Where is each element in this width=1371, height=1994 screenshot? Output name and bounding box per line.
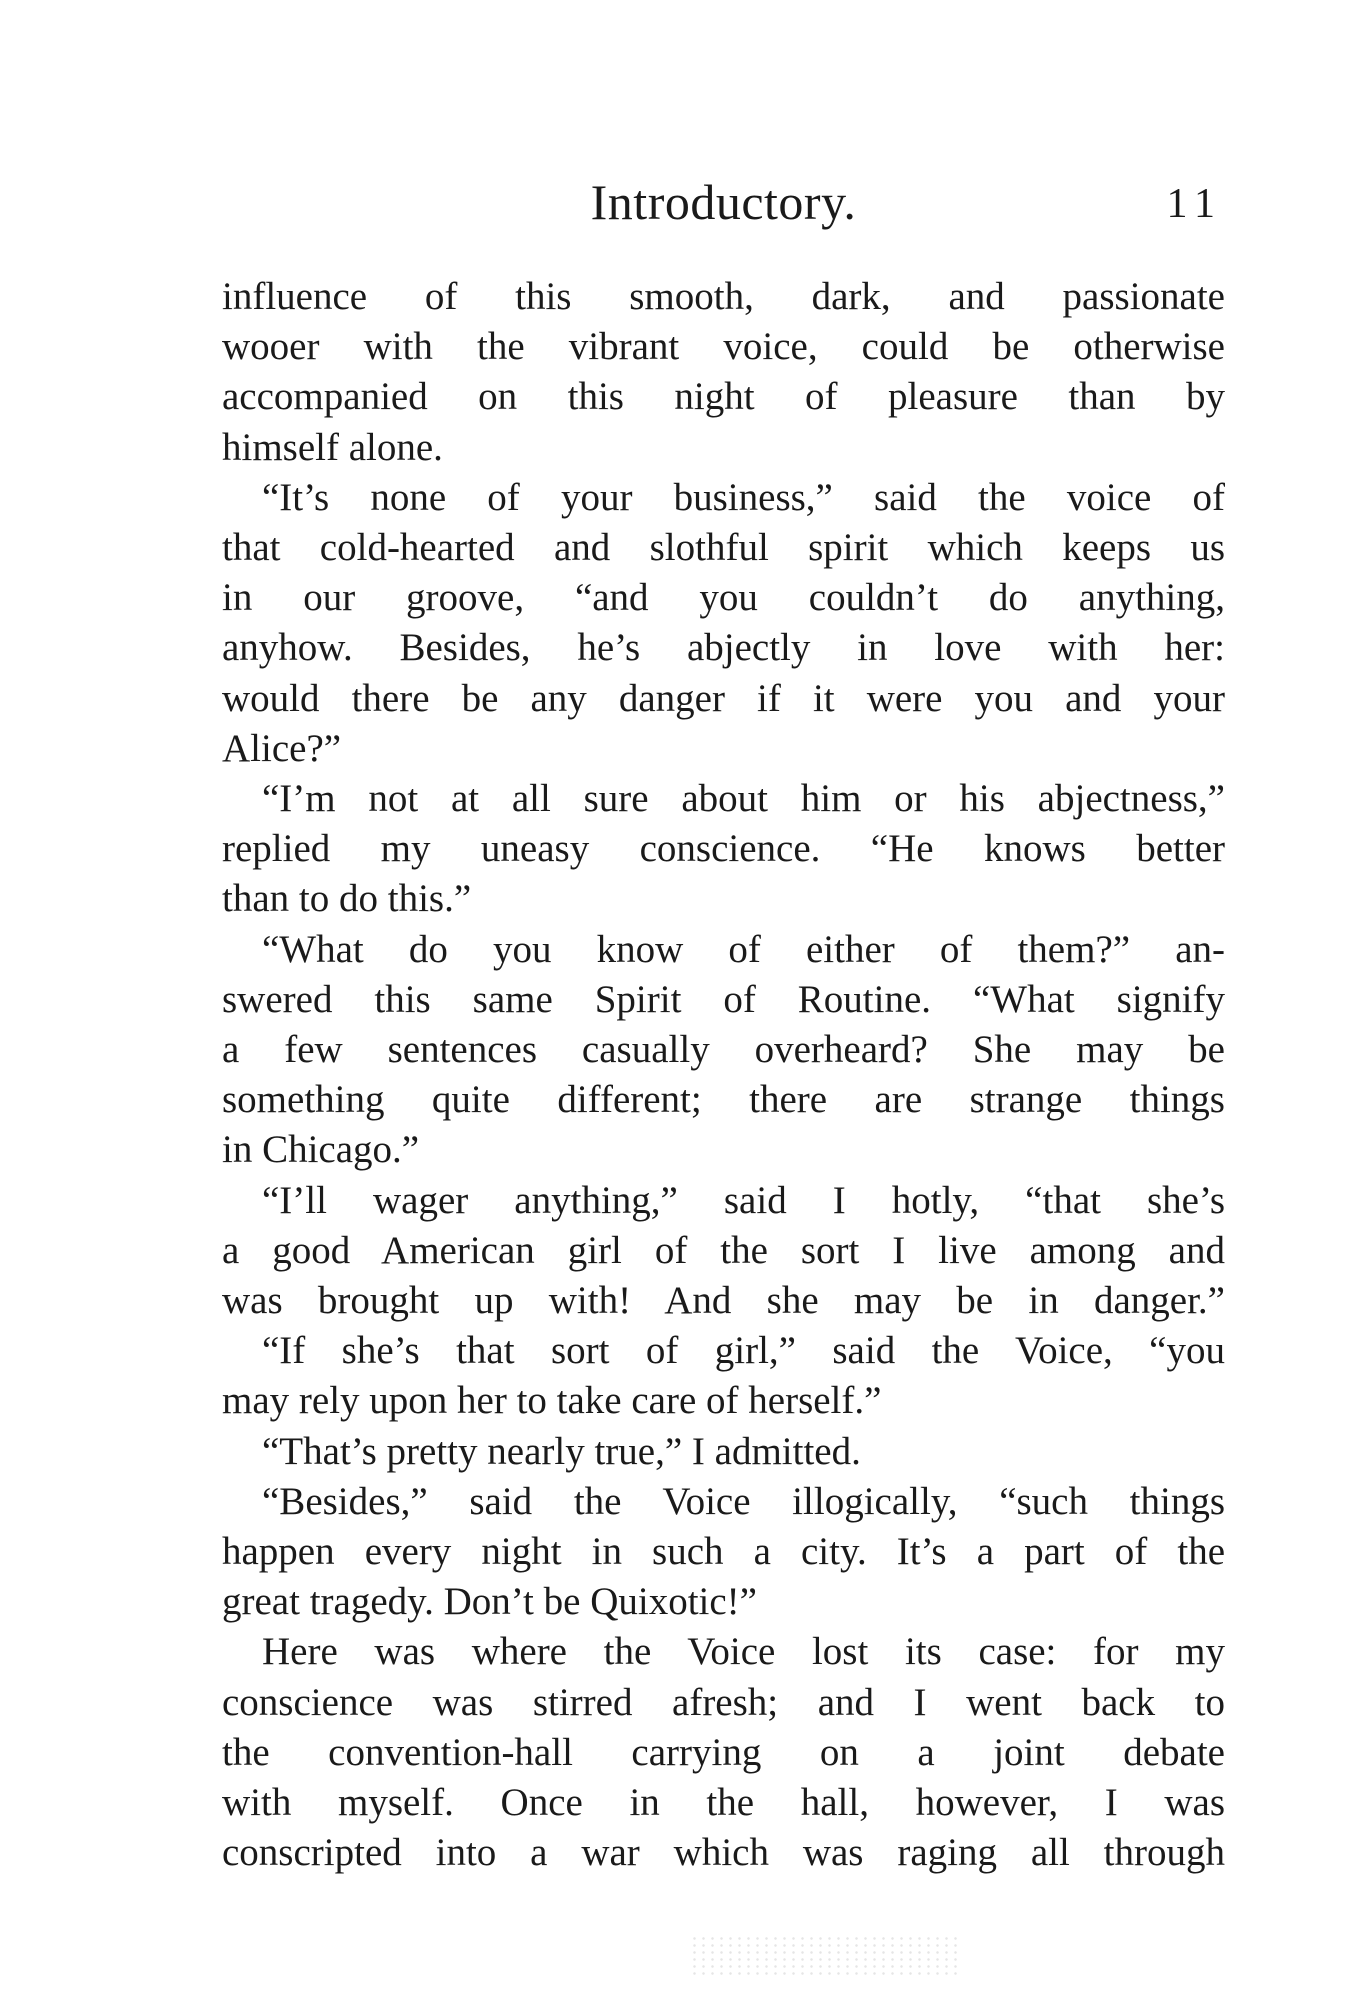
text-line: “I’m not at all sure about him or his abjectness,” [262,777,1225,821]
page-number: 11 [1166,181,1223,227]
paragraph [222,1627,1225,1878]
text-line: Here was where the Voice lost its case: for my [262,1630,1225,1674]
paragraph [222,1176,1225,1327]
paragraph [222,1427,1225,1477]
text-line: “What do you know of either of them?” an- [262,927,1225,971]
text-line: a few sentences casually overheard? She may be [222,1028,1225,1072]
paragraph [222,473,1225,774]
text-line: great tragedy. Don’t be Quixotic!” [222,1580,757,1624]
running-head [222,172,1225,242]
text-line: “If she’s that sort of girl,” said the Voice, “you [262,1329,1225,1373]
chapter-title: Introductory. [590,174,857,230]
text-line: the convention-hall carrying on a joint debate [222,1730,1225,1774]
text-line: with myself. Once in the hall, however, I was [222,1781,1225,1825]
text-line: in Chicago.” [222,1128,420,1172]
text-line: may rely upon her to take care of herself.” [222,1379,882,1423]
text-line: swered this same Spirit of Routine. “What signify [222,977,1225,1021]
text-line: accompanied on this night of pleasure than by [222,375,1225,419]
paragraph [222,925,1225,1176]
text-line: conscripted into a war which was raging all through [222,1831,1225,1875]
text-line: “Besides,” said the Voice illogically, “such things [262,1479,1225,1523]
text-line: conscience was stirred afresh; and I went back to [222,1680,1225,1724]
text-line: influence of this smooth, dark, and passionate [222,275,1225,318]
text-line: would there be any danger if it were you and your [222,676,1225,720]
paragraph [222,272,1225,473]
text-line: a good American girl of the sort I live among and [222,1228,1225,1272]
text-line: himself alone. [222,425,443,469]
text-line: “That’s pretty nearly true,” I admitted. [262,1429,861,1473]
text-line: something quite different; there are strange things [222,1078,1225,1122]
paragraph [222,774,1225,925]
body-text [222,272,1225,1879]
text-line: replied my uneasy conscience. “He knows better [222,827,1225,871]
text-line: happen every night in such a city. It’s a part of the [222,1530,1225,1574]
scan-artifact [690,1935,960,1975]
text-line: was brought up with! And she may be in danger.” [222,1279,1225,1323]
text-line: than to do this.” [222,877,472,921]
text-line: “I’ll wager anything,” said I hotly, “that she’s [262,1178,1225,1222]
paragraph [222,1477,1225,1628]
paragraph [222,1326,1225,1426]
text-line: that cold-hearted and slothful spirit which keeps us [222,526,1225,570]
text-line: anyhow. Besides, he’s abjectly in love with her: [222,626,1225,670]
text-line: in our groove, “and you couldn’t do anything, [222,576,1225,620]
text-line: wooer with the vibrant voice, could be otherwise [222,325,1225,369]
text-line: “It’s none of your business,” said the voice of [262,475,1225,519]
text-line: Alice?” [222,726,342,770]
